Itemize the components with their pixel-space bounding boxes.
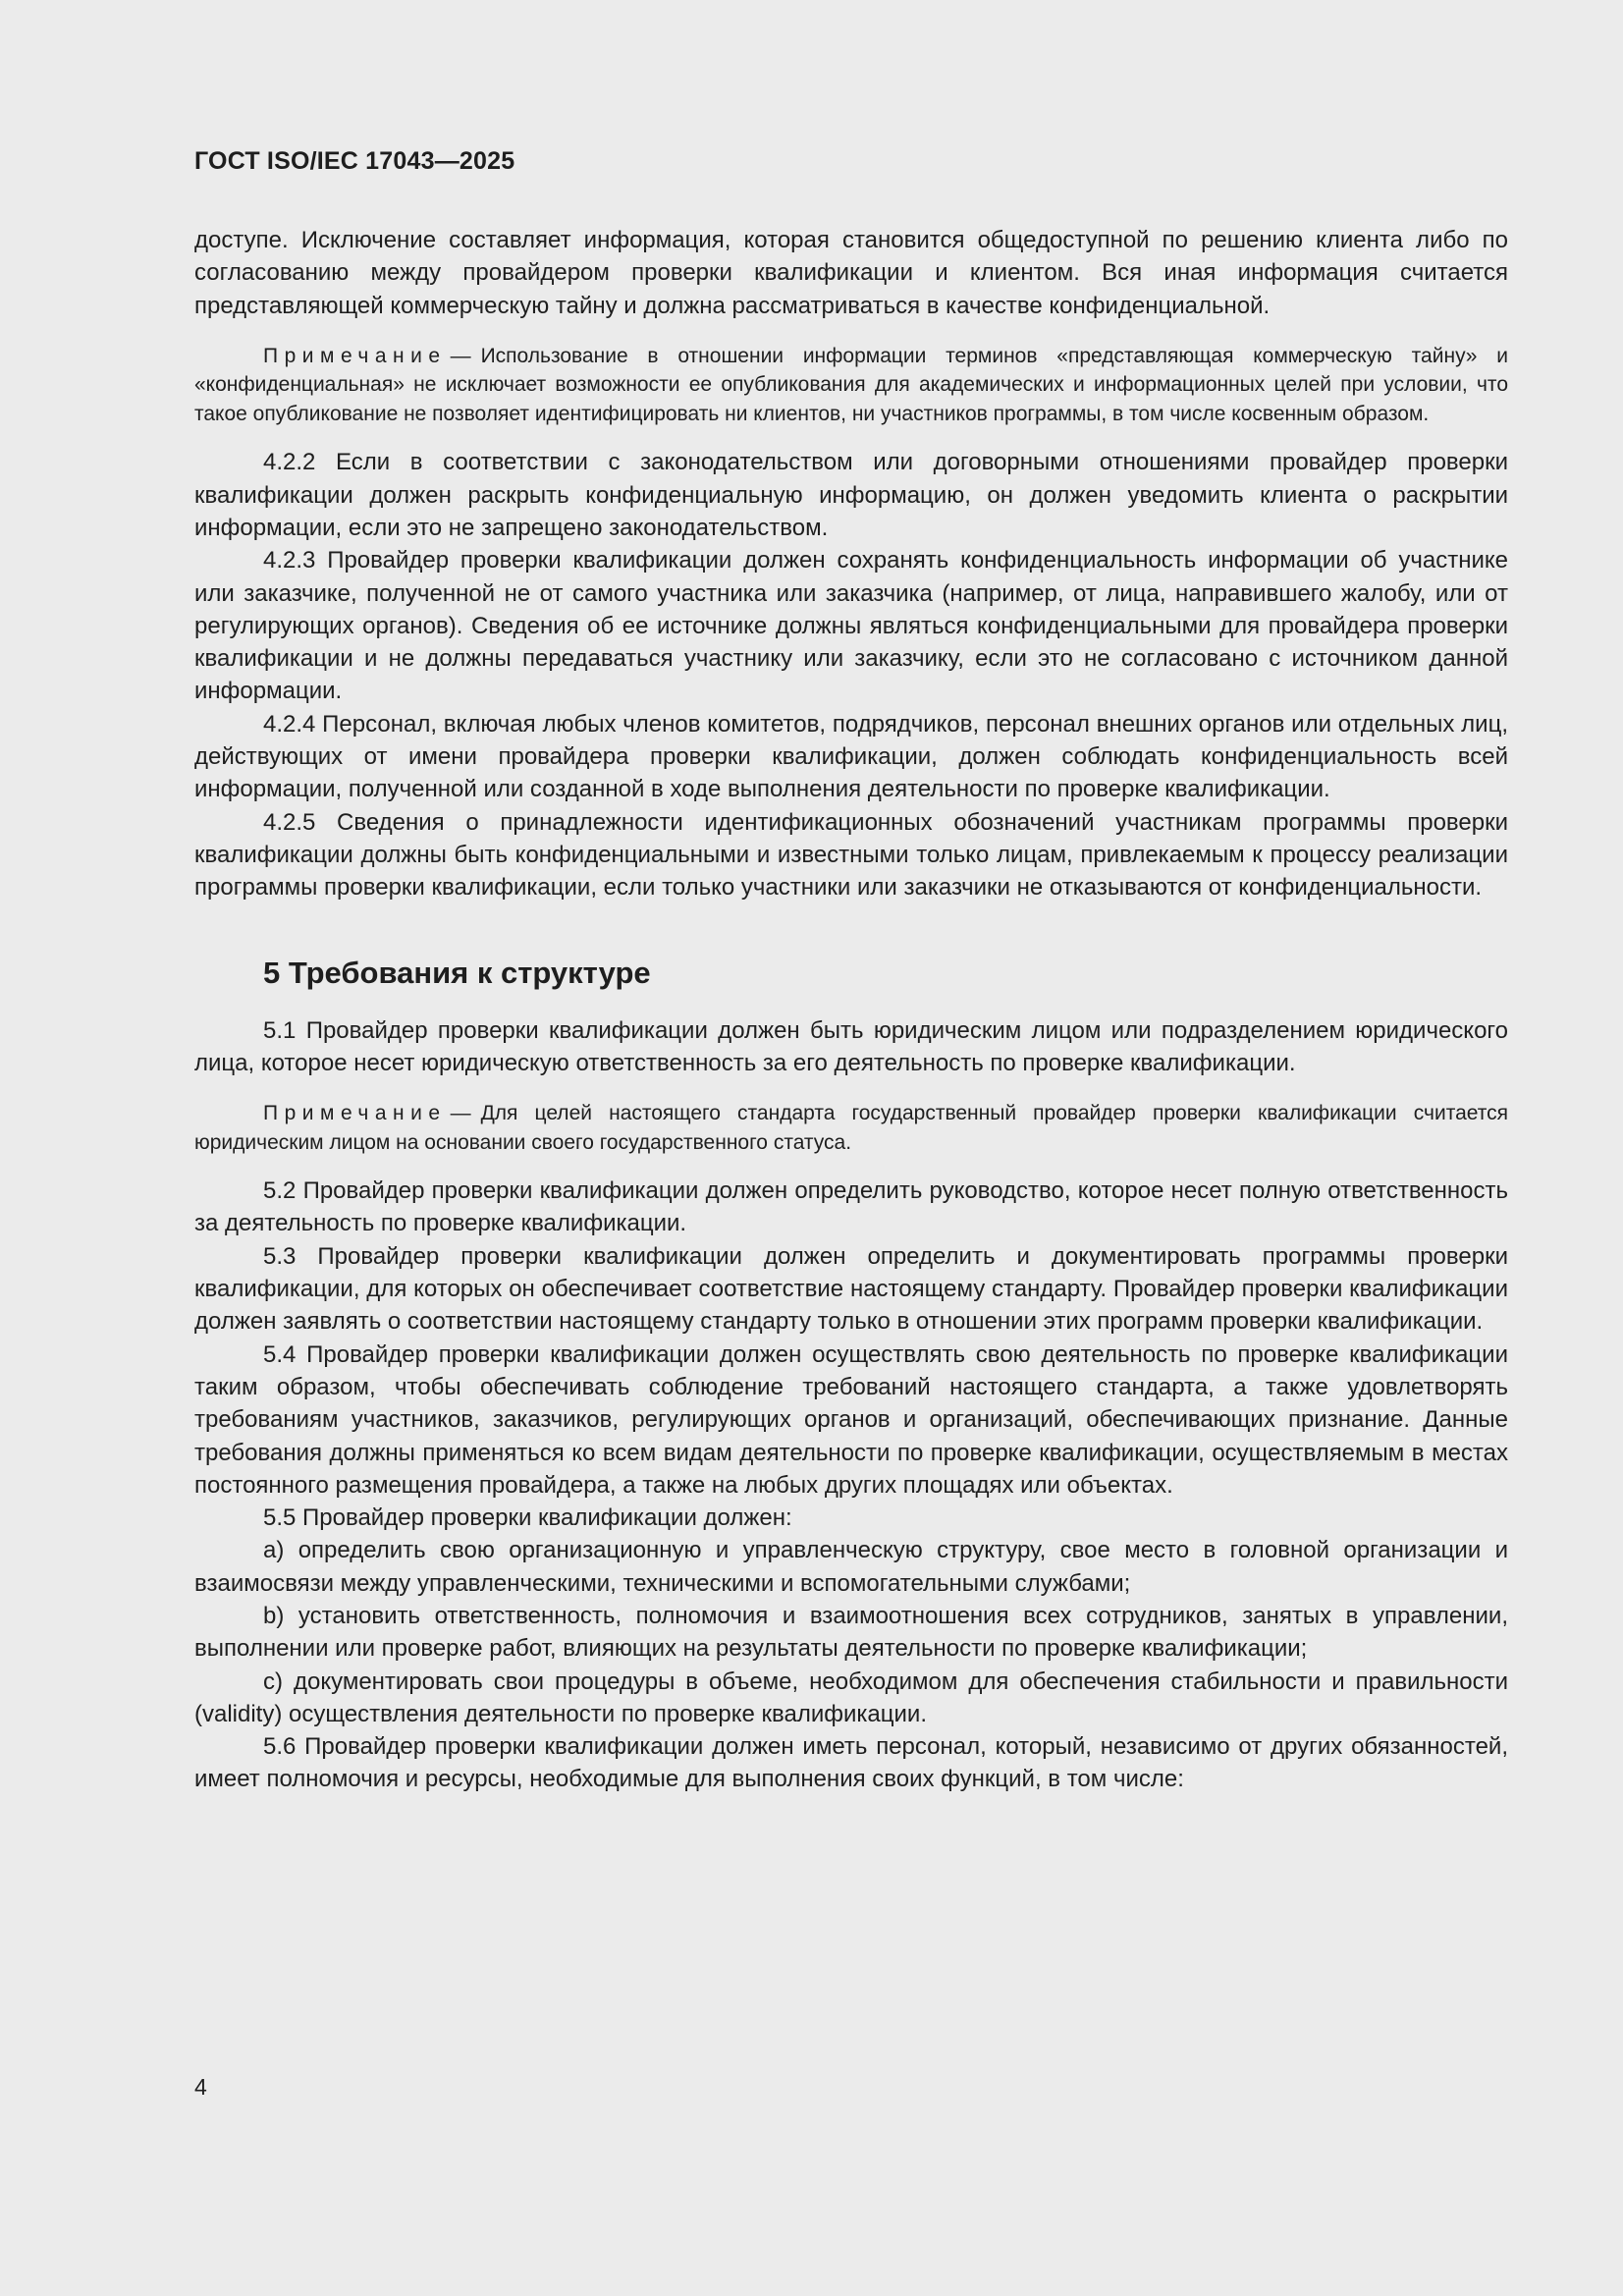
list-item-5-5-b: b) установить ответственность, полномочия и взаимоотношения всех сотрудников, занятых в управлении, выполнении или проверке работ, влияющих на результаты деятельности по проверке квалификации; bbox=[194, 1603, 1508, 1663]
note-2-text: Для целей настоящего стандарта государственный провайдер проверки квалификации считается юридическим лицом на основании своего государственного статуса. bbox=[194, 1102, 1508, 1154]
note-label: Примечание bbox=[263, 344, 447, 367]
note-dash: — bbox=[450, 1102, 471, 1125]
note-2 bbox=[194, 1099, 1508, 1157]
paragraph-5-1: 5.1 Провайдер проверки квалификации должен быть юридическим лицом или подразделением юридического лица, которое несет юридическую ответственность за его деятельность по проверке квалификации. bbox=[194, 1016, 1508, 1076]
note-2-lead bbox=[194, 1099, 481, 1128]
note-1-text: Использование в отношении информации терминов «представляющая коммерческую тайну» и «конфиденциальная» не исключает возможности ее опубликования для академических и информационных целей при условии, что такое опубликование не позволяет идентифицировать ни клиентов, ни участников программы, в том числе косвенным образом. bbox=[194, 344, 1508, 425]
paragraph-4-2-5: 4.2.5 Сведения о принадлежности идентификационных обозначений участникам программы проверки квалификации должны быть конфиденциальными и известными только лицам, привлекаемым к процессу реализации программы проверки квалификации, если только участники или заказчики не отказываются от конфиденциальности. bbox=[194, 808, 1508, 902]
note-dash: — bbox=[450, 344, 471, 367]
paragraph-4-2-4: 4.2.4 Персонал, включая любых членов комитетов, подрядчиков, персонал внешних органов или отдельных лиц, действующих от имени провайдера проверки квалификации, должен соблюдать конфиденциальность всей информации, полученной или созданной в ходе выполнения деятельности по проверке квалификации. bbox=[194, 710, 1508, 803]
page-body bbox=[194, 224, 1508, 1796]
note-label: Примечание bbox=[263, 1102, 447, 1125]
paragraph-4-2-2: 4.2.2 Если в соответствии с законодательством или договорными отношениями провайдер проверки квалификации должен раскрыть конфиденциальную информацию, он должен уведомить клиента о раскрытии информации, если это не запрещено законодательством. bbox=[194, 449, 1508, 541]
paragraph-5-5: 5.5 Провайдер проверки квалификации должен: bbox=[263, 1504, 792, 1532]
paragraph-5-2: 5.2 Провайдер проверки квалификации должен определить руководство, которое несет полную ответственность за деятельность по проверке квалификации. bbox=[194, 1177, 1508, 1237]
list-item-5-5-a: a) определить свою организационную и управленческую структуру, свое место в головной организации и взаимосвязи между управленческими, техническими и вспомогательными службами; bbox=[194, 1537, 1508, 1597]
paragraph-intro: доступе. Исключение составляет информация, которая становится общедоступной по решению клиента либо по согласованию между провайдером проверки квалификации и клиентом. Вся иная информация считается представляющей коммерческую тайну и должна рассматриваться в качестве конфиденциальной. bbox=[194, 227, 1508, 319]
section-5-heading: 5 Требования к структуре bbox=[263, 955, 651, 990]
note-1-lead bbox=[194, 342, 481, 371]
paragraph-5-6: 5.6 Провайдер проверки квалификации должен иметь персонал, который, независимо от других обязанностей, имеет полномочия и ресурсы, необходимые для выполнения своих функций, в том числе: bbox=[194, 1733, 1508, 1793]
paragraph-4-2-3: 4.2.3 Провайдер проверки квалификации должен сохранять конфиденциальность информации об участнике или заказчике, полученной не от самого участника или заказчика (например, от лица, направившего жалобу, или от регулирующих органов). Сведения об ее источнике должны являться конфиденциальными для провайдера проверки квалификации и не должны передаваться участнику или заказчику, если это не согласовано с источником данной информации. bbox=[194, 547, 1508, 705]
list-item-5-5-c: c) документировать свои процедуры в объеме, необходимом для обеспечения стабильности и правильности (validity) осуществления деятельности по проверке квалификации. bbox=[194, 1667, 1508, 1727]
page-number: 4 bbox=[194, 2074, 207, 2100]
paragraph-5-3: 5.3 Провайдер проверки квалификации должен определить и документировать программы проверки квалификации, для которых он обеспечивает соответствие настоящему стандарту. Провайдер проверки квалификации должен заявлять о соответствии настоящему стандарту только в отношении этих программ проверки квалификации. bbox=[194, 1242, 1508, 1336]
paragraph-5-4: 5.4 Провайдер проверки квалификации должен осуществлять свою деятельность по проверке квалификации таким образом, чтобы обеспечивать соблюдение требований настоящего стандарта, а также удовлетворять требованиям участников, заказчиков, регулирующих органов и организаций, обеспечивающих признание. Данные требования должны применяться ко всем видам деятельности по проверке квалификации, осуществляемым в местах постоянного размещения провайдера, а также на любых других площадях или объектах. bbox=[194, 1340, 1508, 1499]
note-1 bbox=[194, 342, 1508, 429]
document-header: ГОСТ ISO/IEC 17043—2025 bbox=[194, 147, 515, 175]
document-page bbox=[194, 0, 1508, 2296]
